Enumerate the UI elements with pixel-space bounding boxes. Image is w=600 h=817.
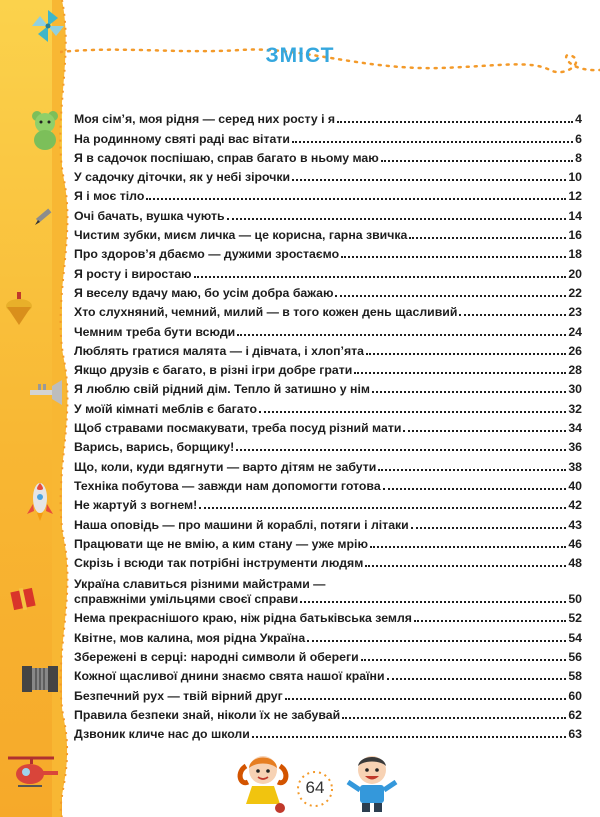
- toc-entry[interactable]: Наша оповідь — про машини й кораблі, потяги і літаки 43: [74, 517, 582, 532]
- girl-illustration-icon: [236, 752, 290, 814]
- accordion-icon: [20, 660, 60, 698]
- toc-entry[interactable]: Працювати ще не вмію, а ким стану — уже мрію 46: [74, 536, 582, 551]
- toc-entry[interactable]: Якщо друзів є багато, в різні ігри добре грати 28: [74, 363, 582, 378]
- toc-entry[interactable]: Дзвоник кличе нас до школи 63: [74, 727, 582, 742]
- toc-entry[interactable]: Хто слухняний, чемний, милий — в того кожен день щасливий 23: [74, 305, 582, 320]
- pinwheel-icon: [28, 6, 68, 46]
- helicopter-icon: [4, 752, 60, 792]
- toc-entry[interactable]: Я веселу вдачу маю, бо усім добра бажаю 22: [74, 285, 582, 300]
- toc-entry[interactable]: Я в садочок поспішаю, справ багато в ньому маю 8: [74, 150, 582, 165]
- pencil-icon: [32, 204, 56, 228]
- boy-illustration-icon: [344, 752, 400, 814]
- gift-box-icon: [8, 582, 38, 612]
- toc-entry[interactable]: Очі бачать, вушка чують 14: [74, 208, 582, 223]
- toc-entry[interactable]: Правила безпеки знай, ніколи їх не забувай 62: [74, 707, 582, 722]
- table-of-contents: [74, 108, 582, 742]
- toc-entry[interactable]: Безпечний рух — твій вірний друг 60: [74, 688, 582, 703]
- toc-entry[interactable]: Скрізь і всюди так потрібні інструменти людям 48: [74, 556, 582, 571]
- toc-entry[interactable]: Квітне, мов калина, моя рідна Україна 54: [74, 630, 582, 645]
- toc-entry[interactable]: Чемним треба бути всюди 24: [74, 324, 582, 339]
- toc-entry[interactable]: Що, коли, куди вдягнути — варто дітям не забути 38: [74, 459, 582, 474]
- toc-entry[interactable]: Моя сім’я, моя рідня — серед них росту і я 4: [74, 112, 582, 127]
- toc-entry[interactable]: Про здоров’я дбаємо — дужими зростаємо 18: [74, 247, 582, 262]
- toc-entry[interactable]: Техніка побутова — завжди нам допомогти готова 40: [74, 478, 582, 493]
- toc-entry[interactable]: Варись, варись, борщику! 36: [74, 440, 582, 455]
- toc-entry[interactable]: Збережені в серці: народні символи й обереги 56: [74, 650, 582, 665]
- rocket-icon: [24, 480, 56, 522]
- toc-entry[interactable]: Люблять гратися малята — і дівчата, і хлоп’ята 26: [74, 343, 582, 358]
- toc-entry[interactable]: Нема прекраснішого краю, ніж рідна батьківська земля 52: [74, 611, 582, 626]
- toc-entry[interactable]: У садочку діточки, як у небі зірочки 10: [74, 170, 582, 185]
- spinning-top-icon: [4, 292, 34, 326]
- toc-entry[interactable]: Я і моє тіло 12: [74, 189, 582, 204]
- toc-entry[interactable]: На родинному святі раді вас вітати 6: [74, 131, 582, 146]
- page-title: ЗМІСТ: [265, 44, 335, 67]
- toc-entry[interactable]: У моїй кімнаті меблів є багато 32: [74, 401, 582, 416]
- page-number: 64: [305, 778, 325, 797]
- trumpet-icon: [28, 378, 64, 408]
- teddy-bear-icon: [28, 108, 62, 152]
- toc-entry[interactable]: Кожної щасливої днини знаємо свята нашої країни 58: [74, 669, 582, 684]
- toc-entry[interactable]: Чистим зубки, миєм личка — це корисна, гарна звичка 16: [74, 228, 582, 243]
- toc-entry[interactable]: Не жартуй з вогнем! 42: [74, 498, 582, 513]
- toc-entry[interactable]: Я люблю свій рідний дім. Тепло й затишно у нім 30: [74, 382, 582, 397]
- toc-entry[interactable]: Щоб стравами посмакувати, треба посуд різний мати 34: [74, 421, 582, 436]
- toc-entry[interactable]: Україна славиться різними майстрами — справжніми умільцями своєї справи 50: [74, 577, 582, 607]
- toc-entry[interactable]: Я росту і виростаю 20: [74, 266, 582, 281]
